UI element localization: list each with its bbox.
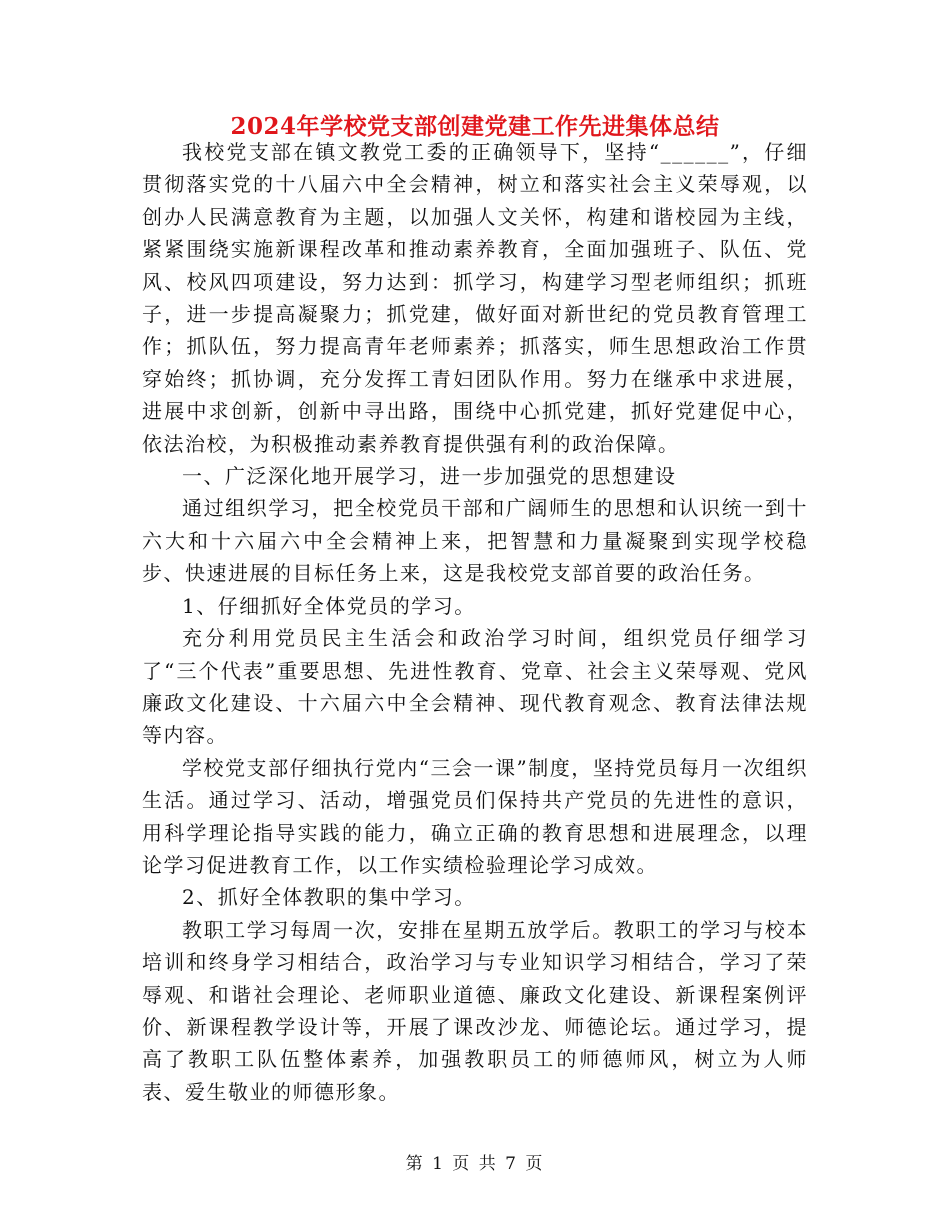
section-1-paragraph: 通过组织学习，把全校党员干部和广阔师生的思想和认识统一到十六大和十六届六中全会精神上来，把智慧和力量凝聚到实现学校稳步、快速进展的目标任务上来，这是我校党支部首要的政治任务。 <box>142 496 808 586</box>
intro-paragraph: 我校党支部在镇文教党工委的正确领导下，坚持“______”，仔细贯彻落实党的十八届六中全会精神，树立和落实社会主义荣辱观，以创办人民满意教育为主题，以加强人文关怀，构建和谐校园为主线，紧紧围绕实施新课程改革和推动素养教育，全面加强班子、队伍、党风、校风四项建设，努力达到：抓学习，构建学习型老师组织；抓班子，进一步提高凝聚力；抓党建，做好面对新世纪的党员教育管理工作；抓队伍，努力提高青年老师素养；抓落实，师生思想政治工作贯穿始终；抓协调，充分发挥工青妇团队作用。努力在继承中求进展，进展中求创新，创新中寻出路，围绕中心抓党建，抓好党建促中心，依法治校，为积极推动素养教育提供强有利的政治保障。 <box>142 140 808 456</box>
document-body <box>142 136 808 1108</box>
section-heading-1: 一、广泛深化地开展学习，进一步加强党的思想建设 <box>182 464 677 489</box>
subheading-1: 1、仔细抓好全体党员的学习。 <box>182 593 476 618</box>
subsection-2-paragraph: 教职工学习每周一次，安排在星期五放学后。教职工的学习与校本培训和终身学习相结合，政治学习与专业知识学习相结合，学习了荣辱观、和谐社会理论、老师职业道德、廉政文化建设、新课程案例评价、新课程教学设计等，开展了课改沙龙、师德论坛。通过学习，提高了教职工队伍整体素养，加强教职员工的师德师风，树立为人师表、爱生敬业的师德形象。 <box>142 917 808 1104</box>
subsection-1-paragraph-1: 充分利用党员民主生活会和政治学习时间，组织党员仔细学习了“三个代表”重要思想、先进性教育、党章、社会主义荣辱观、党风廉政文化建设、十六届六中全会精神、现代教育观念、教育法律法规等内容。 <box>142 626 808 748</box>
subheading-2: 2、抓好全体教职的集中学习。 <box>182 885 476 910</box>
subsection-1-paragraph-2: 学校党支部仔细执行党内“三会一课”制度，坚持党员每月一次组织生活。通过学习、活动，增强党员们保持共产党员的先进性的意识，用科学理论指导实践的能力，确立正确的教育思想和进展理念，以理论学习促进教育工作，以工作实绩检验理论学习成效。 <box>142 755 808 877</box>
page-number-footer: 第 1 页 共 7 页 <box>405 1154 545 1174</box>
document-title: 2024年学校党支部创建党建工作先进集体总结 <box>230 113 720 140</box>
